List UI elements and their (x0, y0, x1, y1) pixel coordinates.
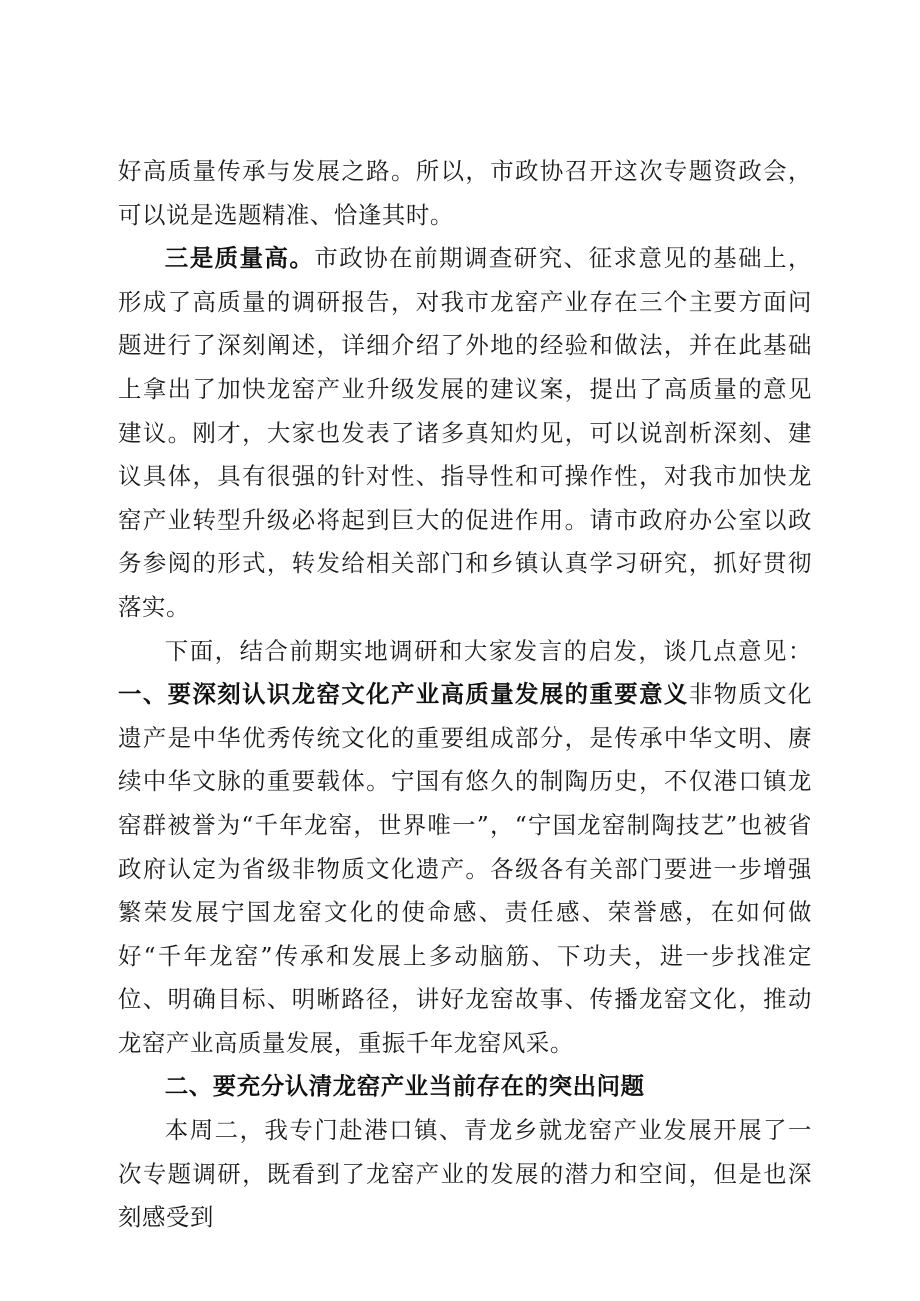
paragraph-lead: 三是质量高。 (164, 244, 315, 273)
paragraph-survey (118, 1109, 812, 1240)
section-heading-one: 一、要深刻认识龙窑文化产业高质量发展的重要意义 (118, 680, 689, 709)
paragraph-text: 好高质量传承与发展之路。所以，市政协召开这次专题资政会，可以说是选题精准、恰逢其时。 (118, 157, 812, 229)
paragraph-quality (118, 237, 812, 629)
document-body (118, 150, 812, 1240)
paragraph-text: 非物质文化遗产是中华优秀传统文化的重要组成部分，是传承中华文明、赓续中华文脉的重要载体。宁国有悠久的制陶历史，不仅港口镇龙窑群被誉为“千年龙窑，世界唯一”，“宁国龙窑制陶技艺”也被省政府认定为省级非物质文化遗产。各级各有关部门要进一步增强繁荣发展宁国龙窑文化的使命感、责任感、荣誉感，在如何做好“千年龙窑”传承和发展上多动脑筋、下功夫，进一步找准定位、明确目标、明晰路径，讲好龙窑故事、传播龙窑文化，推动龙窑产业高质量发展，重振千年龙窑风采。 (118, 680, 812, 1057)
paragraph-text: 市政协在前期调查研究、征求意见的基础上，形成了高质量的调研报告，对我市龙窑产业存在三个主要方面问题进行了深刻阐述，详细介绍了外地的经验和做法，并在此基础上拿出了加快龙窑产业升级发展的建议案，提出了高质量的意见建议。刚才，大家也发表了诸多真知灼见，可以说剖析深刻、建议具体，具有很强的针对性、指导性和可操作性，对我市加快龙窑产业转型升级必将起到巨大的促进作用。请市政府办公室以政务参阅的形式，转发给相关部门和乡镇认真学习研究，抓好贯彻落实。 (118, 244, 812, 621)
section-heading-two: 二、要充分认清龙窑产业当前存在的突出问题 (164, 1072, 645, 1101)
paragraph-text: 本周二，我专门赴港口镇、青龙乡就龙窑产业发展开展了一次专题调研，既看到了龙窑产业的发展的潜力和空间，但是也深刻感受到 (118, 1116, 812, 1232)
paragraph-intro: 下面，结合前期实地调研和大家发言的启发，谈几点意见： (164, 636, 812, 665)
paragraph-opinions (118, 630, 812, 1066)
section-heading-two-paragraph (118, 1065, 812, 1109)
paragraph-continuation (118, 150, 812, 237)
